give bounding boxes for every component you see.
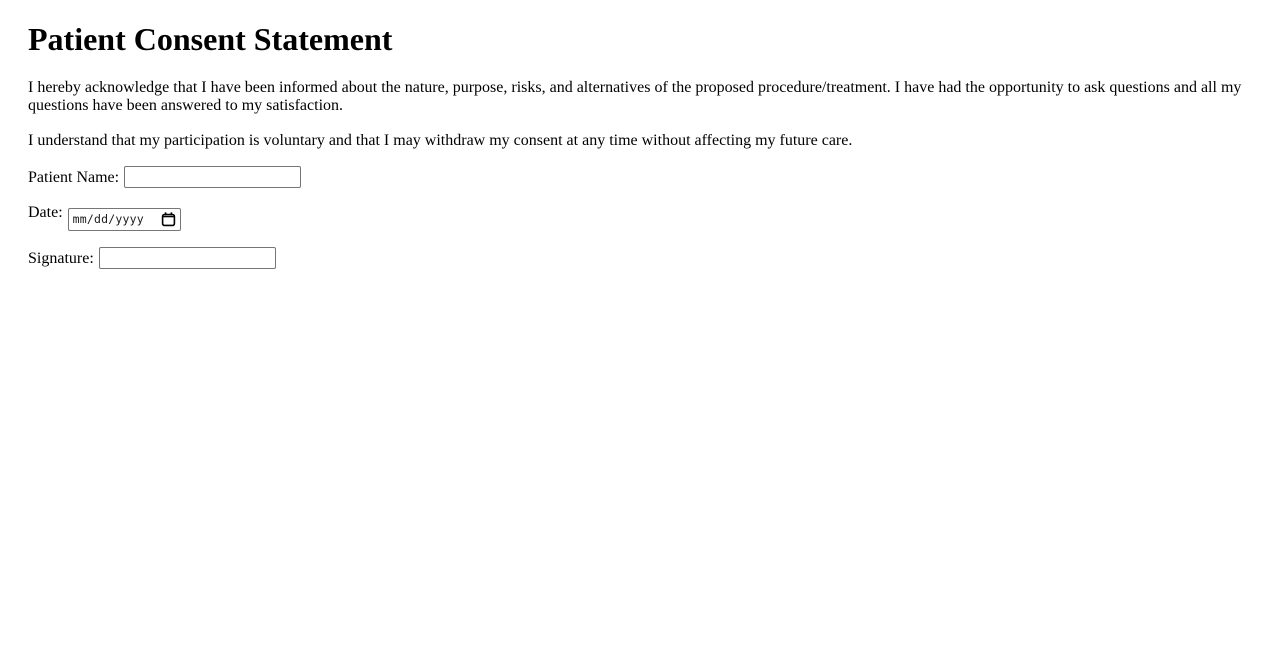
patient-name-input[interactable] [124,166,301,188]
consent-form-page [28,21,1250,269]
date-row [28,204,1250,231]
consent-paragraph-2: I understand that my participation is voluntary and that I may withdraw my consent at any time without affecting my future care. [28,131,853,149]
patient-name-row [28,166,1250,188]
page-title: Patient Consent Statement [28,21,393,57]
date-label: Date: [28,204,63,222]
signature-input[interactable] [99,247,276,269]
date-placeholder: mm/dd/yyyy [72,212,144,227]
consent-paragraph-1: I hereby acknowledge that I have been informed about the nature, purpose, risks, and alternatives of the proposed procedure/treatment. I have had the opportunity to ask questions and all my questions have been answered to my satisfaction. [28,79,1242,115]
calendar-icon[interactable] [161,212,176,227]
patient-name-label: Patient Name: [28,168,120,186]
signature-label: Signature: [28,249,94,267]
signature-row [28,247,1250,269]
date-input[interactable] [68,208,181,231]
